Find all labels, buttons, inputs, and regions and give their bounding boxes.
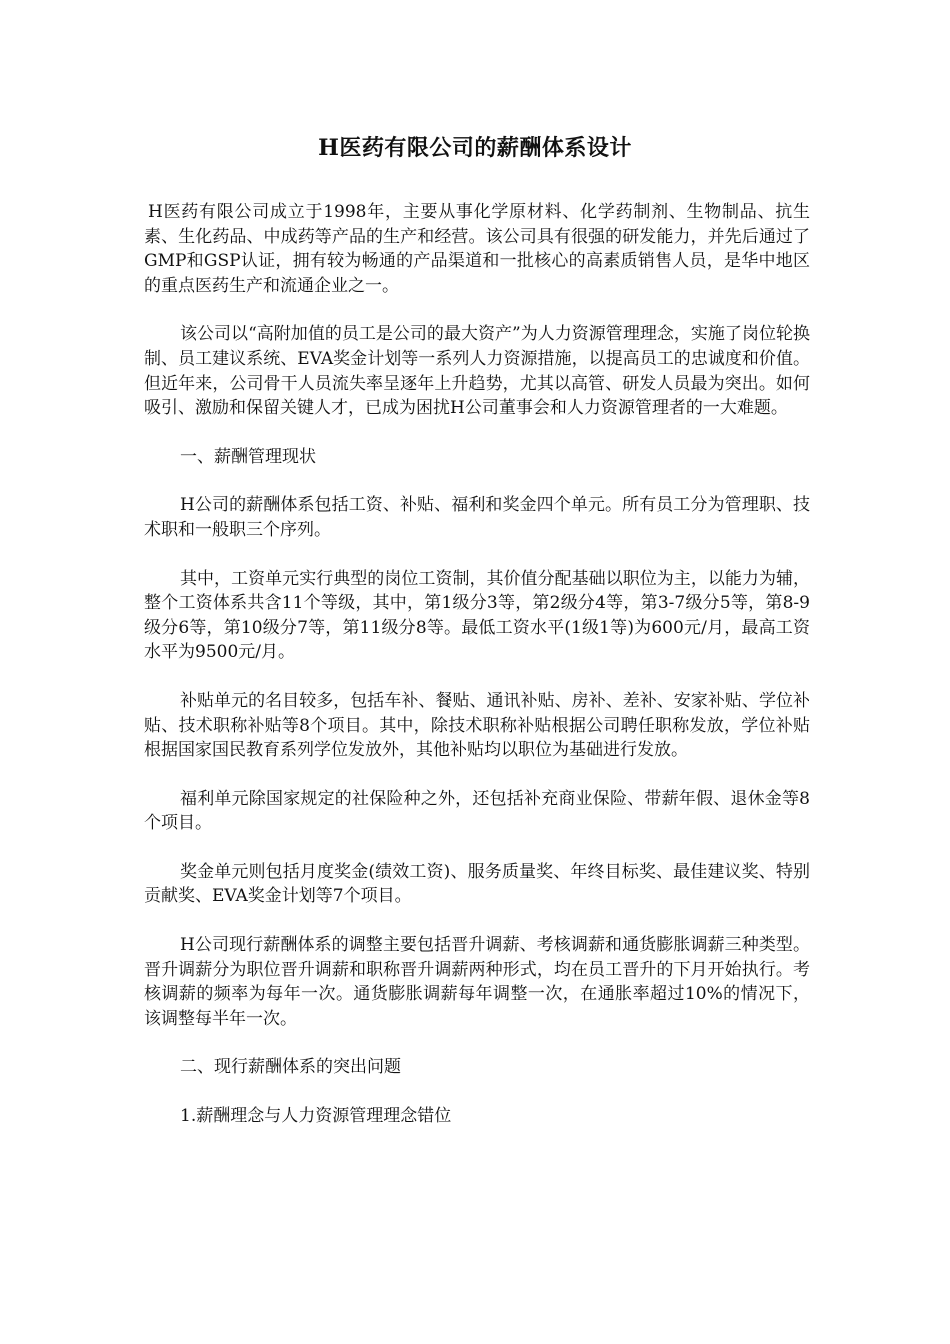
document-title: H医药有限公司的薪酬体系设计 [318, 135, 632, 161]
paragraph-wage-unit: 其中，工资单元实行典型的岗位工资制，其价值分配基础以职位为主，以能力为辅，整个工资体系共含11个等级，其中，第1级分3等，第2级分4等，第3-7级分5等，第8-9级分6等，第10级分7等，第11级分8等。最低工资水平(1级1等)为600元/月，最高工资水平为9500元/月。 [144, 568, 810, 663]
paragraph-pay-adjustment: H公司现行薪酬体系的调整主要包括晋升调薪、考核调薪和通货膨胀调薪三种类型。晋升调薪分为职位晋升调薪和职称晋升调薪两种形式，均在员工晋升的下月开始执行。考核调薪的频率为每年一次。通货膨胀调薪每年调整一次，在通胀率超过10%的情况下，该调整每半年一次。 [144, 935, 810, 1029]
paragraph-allowance-unit: 补贴单元的名目较多，包括车补、餐贴、通讯补贴、房补、差补、安家补贴、学位补贴、技术职称补贴等8个项目。其中，除技术职称补贴根据公司聘任职称发放，学位补贴根据国家国民教育系列学位发放外，其他补贴均以职位为基础进行发放。 [144, 690, 810, 761]
paragraph-company-intro: H医药有限公司成立于1998年，主要从事化学原材料、化学药制剂、生物制品、抗生素、生化药品、中成药等产品的生产和经营。该公司具有很强的研发能力，并先后通过了GMP和GSP认证，拥有较为畅通的产品渠道和一批核心的高素质销售人员，是华中地区的重点医药生产和流通企业之一。 [144, 202, 810, 296]
paragraph-bonus-unit: 奖金单元则包括月度奖金(绩效工资)、服务质量奖、年终目标奖、最佳建议奖、特别贡献奖、EVA奖金计划等7个项目。 [144, 861, 810, 907]
paragraph-welfare-unit: 福利单元除国家规定的社保险种之外，还包括补充商业保险、带薪年假、退休金等8个项目。 [144, 788, 810, 834]
paragraph-pay-units: H公司的薪酬体系包括工资、补贴、福利和奖金四个单元。所有员工分为管理职、技术职和一般职三个序列。 [144, 495, 810, 540]
document-body [144, 200, 810, 1153]
section-heading-problems: 二、现行薪酬体系的突出问题 [180, 1057, 401, 1078]
paragraph-hr-philosophy: 该公司以“高附加值的员工是公司的最大资产”为人力资源管理理念，实施了岗位轮换制、员工建议系统、EVA奖金计划等一系列人力资源措施，以提高员工的忠诚度和价值。但近年来，公司骨干人员流失率呈逐年上升趋势，尤其以高管、研发人员最为突出。如何吸引、激励和保留关键人才，已成为困扰H公司董事会和人力资源管理者的一大难题。 [144, 324, 810, 419]
section-heading-current-status: 一、薪酬管理现状 [180, 446, 316, 467]
subsection-heading-misalignment: 1.薪酬理念与人力资源管理理念错位 [180, 1106, 452, 1127]
